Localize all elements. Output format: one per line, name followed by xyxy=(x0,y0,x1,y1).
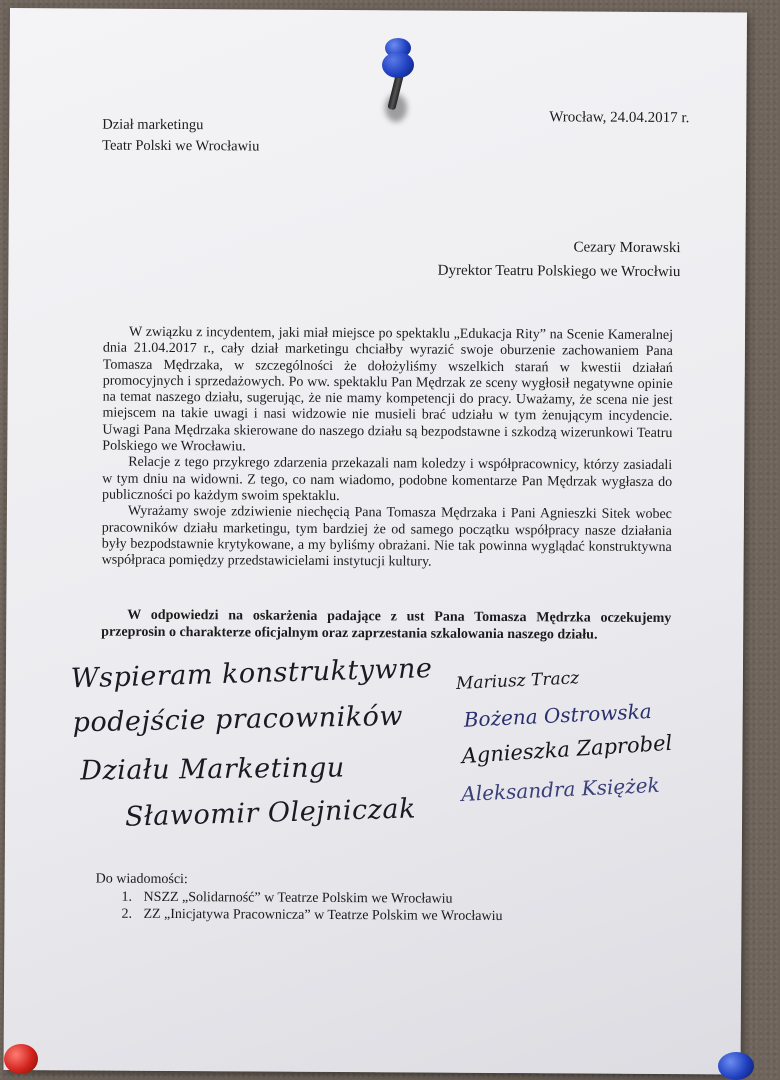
sender-department: Dział marketingu xyxy=(102,116,204,134)
body-paragraph: Relacje z tego przykrego zdarzenia przekazali nam koledzy i współpracownicy, którzy zasiadali w tym dniu na widowni. Z tego, co nam wiadomo, podobne komentarze Pan Mędrzak wygłasza do publiczności po każdym swoim spektaklu. xyxy=(101,455,673,504)
demand-paragraph: W odpowiedzi na oskarżenia padające z ust Pana Tomasza Mędrzka oczekujemy przeprosin o charakterze oficjalnym oraz zaprzestania szkalowania naszego działu. xyxy=(101,607,672,643)
cc-item-number: 2. xyxy=(121,906,133,922)
cc-item xyxy=(121,906,502,926)
sender-block xyxy=(102,115,259,158)
handwritten-line: Działu Marketingu xyxy=(80,752,345,787)
recipient-name: Cezary Morawski xyxy=(573,239,681,257)
recipient-block xyxy=(438,235,681,284)
handwritten-note-left xyxy=(70,652,433,833)
cc-list xyxy=(95,888,502,925)
cc-item xyxy=(122,888,503,908)
blue-push-pin-icon xyxy=(376,36,420,126)
signature: Mariusz Tracz xyxy=(455,668,580,694)
signatures-right xyxy=(446,668,706,806)
place-date: Wrocław, 24.04.2017 r. xyxy=(549,109,690,127)
signature: Agnieszka Zaprobel xyxy=(460,730,673,769)
handwritten-line: Wspieram konstruktywne xyxy=(70,652,433,695)
blue-push-pin-icon xyxy=(718,1052,754,1080)
signature: Aleksandra Księżek xyxy=(460,772,661,806)
handwritten-line: podejście pracowników xyxy=(72,700,404,739)
cc-heading: Do wiadomości: xyxy=(95,871,188,888)
body-paragraph: W związku z incydentem, jaki miał miejsce po spektaklu „Edukacja Rity” na Scenie Kameralnej dnia 21.04.2017 r., cały dział marketingu chciałby wyrazić swoje oburzenie zachowaniem Pana Tomasza Mędrzaka, w szczególności że dołożyliśmy wszelkich starań w kwestii działań promocyjnych i sprzedażowych. Po ww. spektaklu Pan Mędrzak ze sceny wygłosił negatywne opinie na temat naszego działu, sugerując, że nie mamy kompetencji do pracy. Uważamy, że scena nie jest miejscem na takie uwagi i nasi widzowie nie musieli brać udziału w tym żenującym incydencie. Uwagi Pana Mędrzaka skierowane do naszego działu są bezpodstawne i szkodzą wizerunkowi Teatru Polskiego we Wrocławiu. xyxy=(102,324,674,455)
letter-sheet xyxy=(4,8,747,1074)
signature: Bożena Ostrowska xyxy=(463,699,653,732)
body-paragraph: Wyrażamy swoje zdziwienie niechęcią Pana Tomasza Mędrzaka i Pani Agnieszki Sitek wobec pracowników działu marketingu, tym bardziej że od samego początku współpracy nasze działania były bezpodstawnie krytykowane, a my byliśmy obrażani. Nie tak powinna wyglądać konstruktywna współpraca pomiędzy przedstawicielami instytucji kultury. xyxy=(101,503,672,570)
cc-block xyxy=(95,871,502,926)
handwritten-signature: Sławomir Olejniczak xyxy=(124,793,417,833)
cc-item-text: ZZ „Inicjatywa Pracownicza” w Teatrze Polskim we Wrocławiu xyxy=(143,906,503,925)
recipient-title: Dyrektor Teatru Polskiego we Wrocłwiu xyxy=(437,262,681,281)
letter-body xyxy=(102,325,673,573)
cc-item-text: NSZZ „Solidarność” w Teatrze Polskim we Wrocławiu xyxy=(143,889,453,907)
cc-item-number: 1. xyxy=(121,889,133,905)
sender-institution: Teatr Polski we Wrocławiu xyxy=(102,137,260,155)
red-push-pin-icon xyxy=(4,1044,38,1074)
